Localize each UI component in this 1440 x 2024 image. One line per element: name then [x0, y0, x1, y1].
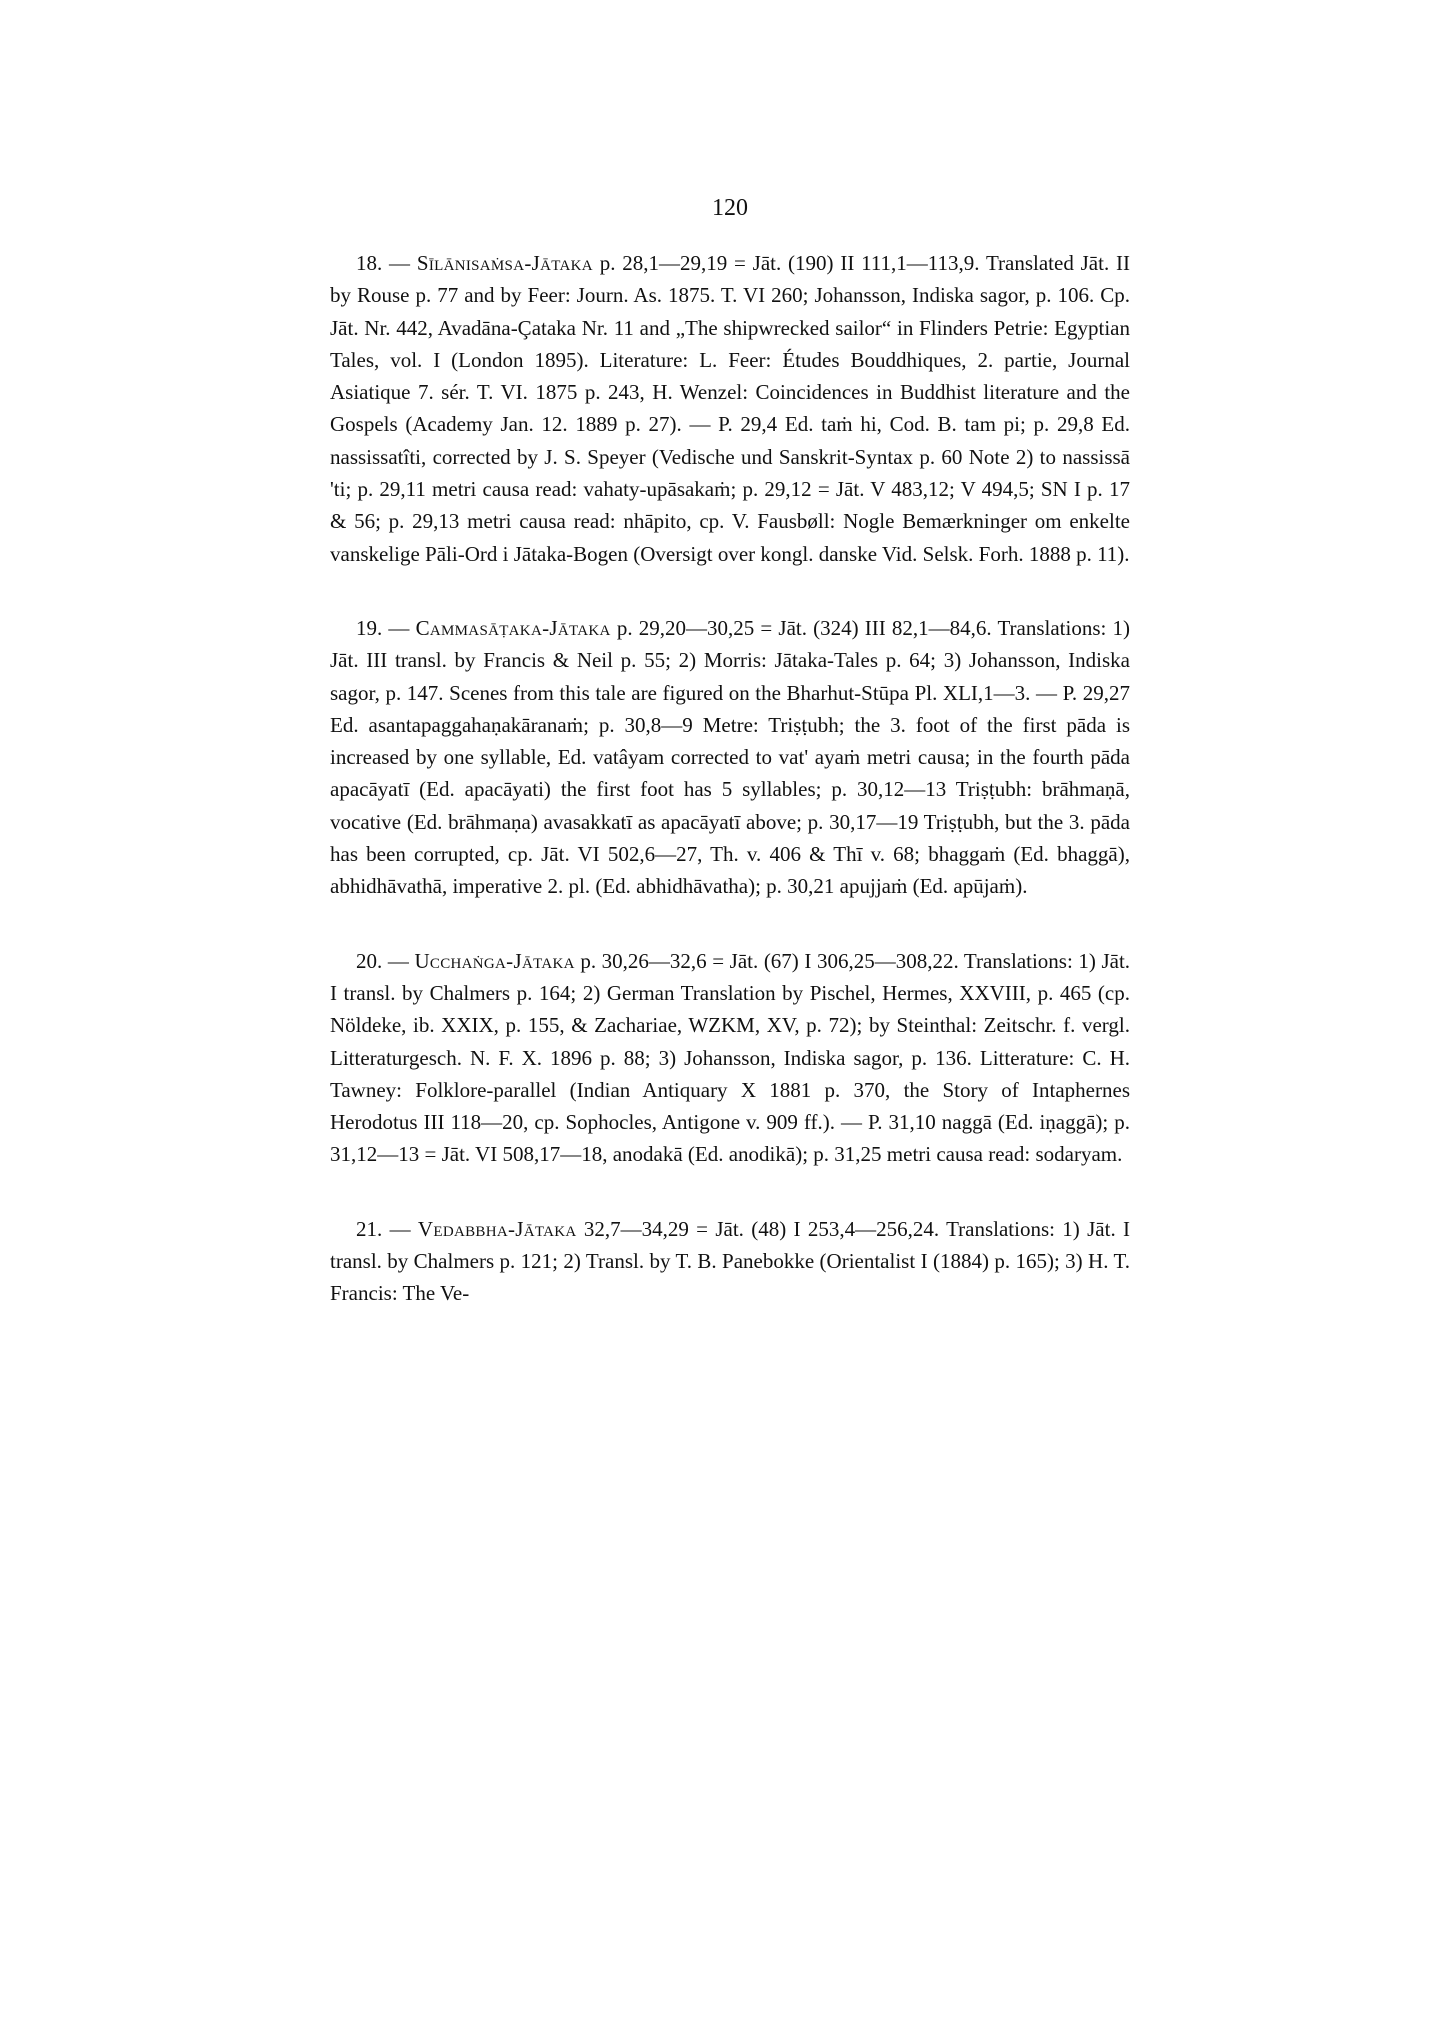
entry-title: Vedabbha-Jātaka — [417, 1216, 577, 1241]
entry-number: 19. — — [356, 615, 410, 640]
document-page — [330, 195, 1130, 1310]
entry-title: Cammasāṭaka-Jātaka — [415, 615, 611, 640]
entry-21 — [330, 1213, 1130, 1310]
entry-20 — [330, 945, 1130, 1171]
entry-number: 20. — — [356, 948, 409, 973]
page-number: 120 — [712, 195, 748, 221]
entry-18 — [330, 247, 1130, 570]
entry-title: Sīlānisaṁsa-Jātaka — [416, 251, 593, 275]
entry-title: Ucchaṅga-Jātaka — [414, 948, 575, 973]
entry-text: p. 30,26—32,6 = Jāt. (67) I 306,25—308,22. Translations: 1) Jāt. I transl. by Chalmers p. 164; 2) German Translation by Pischel, Hermes, XXVIII, p. 465 (cp. Nöldeke, ib. XXIX, p. 155, & Zachariae, WZKM, XV, p. 72); by Steinthal: Zeitschr. f. vergl. Litteraturgesch. N. F. X. 1896 p. 88; 3) Johansson, Indiska sagor, p. 136. Litterature: C. H. Tawney: Folklore-parallel (Indian Antiquary X 1881 p. 370, the Story of Intaphernes Herodotus III 118—20, cp. Sophocles, Antigone v. 909 ff.). — P. 31,10 naggā (Ed. iṇaggā); p. 31,12—13 = Jāt. VI 508,17—18, anodakā (Ed. anodikā); p. 31,25 metri causa read: sodaryam. — [330, 948, 1131, 1167]
entry-text: p. 29,20—30,25 = Jāt. (324) III 82,1—84,6. Translations: 1) Jāt. III transl. by Francis & Neil p. 55; 2) Morris: Jātaka-Tales p. 64; 3) Johansson, Indiska sagor, p. 147. Scenes from this tale are figured on the Bharhut-Stūpa Pl. XLI,1—3. — P. 29,27 Ed. asantapaggahaṇakāranaṁ; p. 30,8—9 Metre: Triṣṭubh; the 3. foot of the first pāda is increased by one syllable, Ed. vatâyam corrected to vat' ayaṁ metri causa; in the fourth pāda apacāyatī (Ed. apacāyati) the first foot has 5 syllables; p. 30,12—13 Triṣṭubh: brāhmaṇā, vocative (Ed. brāhmaṇa) avasakkatī as apacāyatī above; p. 30,17—19 Triṣṭubh, but the 3. pāda has been corrupted, cp. Jāt. VI 502,6—27, Th. v. 406 & Thī v. 68; bhaggaṁ (Ed. bhaggā), abhidhāvathā, imperative 2. pl. (Ed. abhidhāvatha); p. 30,21 apujjaṁ (Ed. apūjaṁ). — [330, 615, 1131, 899]
entry-number: 21. — — [356, 1216, 411, 1241]
entry-number: 18. — — [356, 251, 411, 275]
entry-19 — [330, 612, 1130, 903]
entry-text: p. 28,1—29,19 = Jāt. (190) II 111,1—113,9. Translated Jāt. II by Rouse p. 77 and by Feer: Journ. As. 1875. T. VI 260; Johansson, Indiska sagor, p. 106. Cp. Jāt. Nr. 442, Avadāna-Çataka Nr. 11 and „The shipwrecked sailor“ in Flinders Petrie: Egyptian Tales, vol. I (London 1895). Literature: L. Feer: Études Bouddhiques, 2. partie, Journal Asiatique 7. sér. T. VI. 1875 p. 243, H. Wenzel: Coincidences in Buddhist literature and the Gospels (Academy Jan. 12. 1889 p. 27). — P. 29,4 Ed. taṁ hi, Cod. B. tam pi; p. 29,8 Ed. nassissatîti, corrected by J. S. Speyer (Vedische und Sanskrit-Syntax p. 60 Note 2) to nassissā 'ti; p. 29,11 metri causa read: vahaty-upāsakaṁ; p. 29,12 = Jāt. V 483,12; V 494,5; SN I p. 17 & 56; p. 29,13 metri causa read: nhāpito, cp. V. Fausbøll: Nogle Bemærkninger om enkelte vanskelige Pāli-Ord i Jātaka-Bogen (Oversigt over kongl. danske Vid. Selsk. Forh. 1888 p. 11). — [330, 251, 1130, 566]
entry-text: 32,7—34,29 = Jāt. (48) I 253,4—256,24. Translations: 1) Jāt. I transl. by Chalmers p. 121; 2) Transl. by T. B. Panebokke (Orientalist I (1884) p. 165); 3) H. T. Francis: The Ve- — [330, 1216, 1131, 1306]
